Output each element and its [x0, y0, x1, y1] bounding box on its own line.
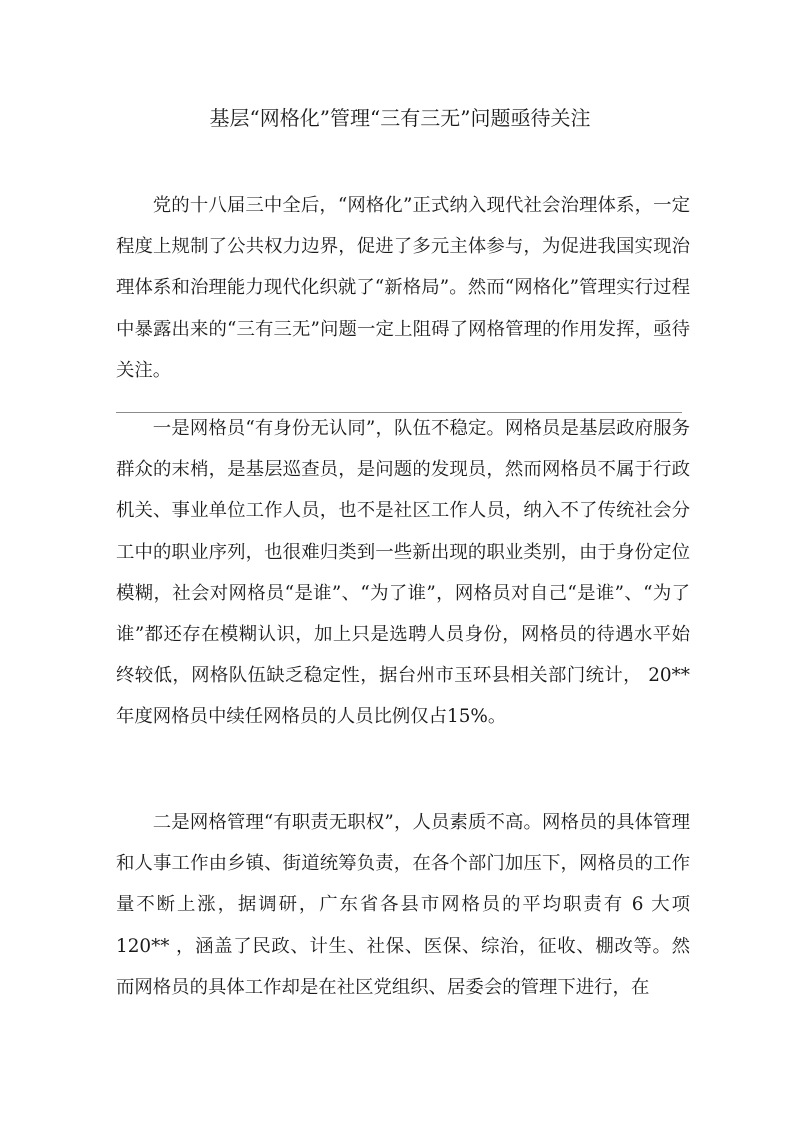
paragraph-intro: 党的十八届三中全后，“网格化”正式纳入现代社会治理体系，一定程度上规制了公共权力边界，促进了多元主体参与，为促进我国实现治理体系和治理能力现代化织就了“新格局”。然而“网格化”管理实行过程中暴露出来的“三有三无”问题一定上阻碍了网格管理的作用发挥，亟待关注。	[116, 195, 690, 381]
paragraph-point-one: 一是网格员“有身份无认同”，队伍不稳定。网格员是基层政府服务群众的末梢，是基层巡查员，是问题的发现员，然而网格员不属于行政机关、事业单位工作人员，也不是社区工作人员，纳入不了传统社会分工中的职业序列，也很难归类到一些新出现的职业类别，由于身份定位模糊，社会对网格员“是谁”、“为了谁”，网格员对自己“是谁”、“为了谁”都还存在模糊认识，加上只是选聘人员身份，网格员的待遇水平始终较低，网格队伍缺乏稳定性，据台州市玉环县相关部门统计， 20** 年度网格员中续任网格员的人员比例仅占15%。	[116, 418, 690, 728]
paragraph-point-two: 二是网格管理“有职责无职权”，人员素质不高。网格员的具体管理和人事工作由乡镇、街道统筹负责，在各个部门加压下，网格员的工作量不断上涨，据调研，广东省各县市网格员的平均职责有 6 大项 120** ，涵盖了民政、计生、社保、医保、综治，征收、棚改等。然而网格员的具体工作却是在社区党组织、居委会的管理下进行，在	[116, 812, 690, 998]
document-title: 基层“网格化”管理“三有三无”问题亟待关注	[209, 106, 591, 130]
